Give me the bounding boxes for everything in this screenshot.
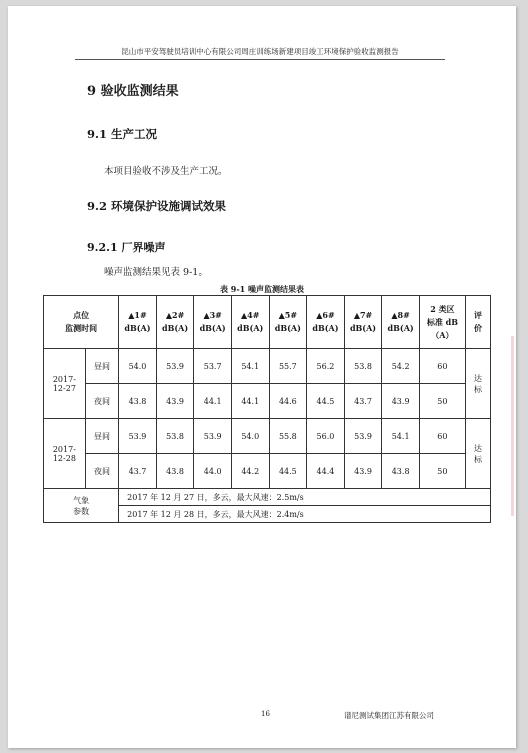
point-unit: dB(A) bbox=[387, 323, 414, 333]
standard-cell: 50 bbox=[419, 384, 465, 419]
paragraph: 本项目验收不涉及生产工况。 bbox=[104, 166, 228, 177]
date-cell bbox=[44, 349, 86, 419]
stamp-edge-mark bbox=[511, 336, 514, 516]
value-cell: 43.8 bbox=[156, 454, 194, 489]
point-name: ▲8# bbox=[391, 310, 410, 320]
value-cell: 43.9 bbox=[156, 384, 194, 419]
point-header-cell bbox=[269, 296, 307, 349]
point-header-cell bbox=[119, 296, 157, 349]
corner-header-cell bbox=[44, 296, 119, 349]
value-cell: 43.7 bbox=[344, 384, 382, 419]
period-cell: 昼间 bbox=[85, 349, 118, 384]
point-header-cell bbox=[382, 296, 420, 349]
date-line: 2017- bbox=[52, 374, 76, 384]
point-header-cell bbox=[156, 296, 194, 349]
subsubsection-heading: 9.2.1 厂界噪声 bbox=[87, 241, 166, 254]
value-cell: 53.9 bbox=[119, 419, 157, 454]
table-row bbox=[44, 384, 491, 419]
evaluation-line: 标 bbox=[473, 454, 482, 464]
value-cell: 53.9 bbox=[156, 349, 194, 384]
point-unit: dB(A) bbox=[274, 323, 301, 333]
value-cell: 56.2 bbox=[307, 349, 345, 384]
page-number: 16 bbox=[261, 710, 270, 718]
evaluation-header-line: 评 bbox=[473, 310, 482, 320]
subsection-heading: 9.2 环境保护设施调试效果 bbox=[87, 199, 227, 213]
value-cell: 44.0 bbox=[194, 454, 232, 489]
point-name: ▲1# bbox=[128, 310, 147, 320]
value-cell: 53.8 bbox=[156, 419, 194, 454]
point-name: ▲6# bbox=[316, 310, 335, 320]
standard-header-cell bbox=[419, 296, 465, 349]
point-name: ▲2# bbox=[165, 310, 185, 320]
value-cell: 54.0 bbox=[119, 349, 157, 384]
value-cell: 54.2 bbox=[382, 349, 420, 384]
period-cell: 夜间 bbox=[85, 454, 118, 489]
point-name: ▲4# bbox=[241, 310, 260, 320]
footer-company: 谱尼测试集团江苏有限公司 bbox=[344, 711, 434, 720]
date-line: 12-27 bbox=[52, 383, 76, 393]
weather-row bbox=[44, 489, 491, 506]
point-name: ▲3# bbox=[203, 310, 222, 320]
table-row bbox=[44, 454, 491, 489]
evaluation-line: 达 bbox=[473, 373, 482, 383]
evaluation-cell bbox=[465, 419, 490, 489]
value-cell: 54.0 bbox=[231, 419, 269, 454]
evaluation-line: 达 bbox=[473, 443, 482, 453]
value-cell: 43.9 bbox=[382, 384, 420, 419]
table-header-row bbox=[44, 296, 491, 349]
date-line: 2017- bbox=[52, 444, 76, 454]
date-cell bbox=[44, 419, 86, 489]
standard-cell: 60 bbox=[419, 349, 465, 384]
value-cell: 53.9 bbox=[194, 419, 232, 454]
paragraph: 噪声监测结果见表 9-1。 bbox=[104, 267, 208, 278]
value-cell: 43.7 bbox=[119, 454, 157, 489]
value-cell: 54.1 bbox=[382, 419, 420, 454]
value-cell: 53.9 bbox=[344, 419, 382, 454]
value-cell: 44.4 bbox=[307, 454, 345, 489]
standard-header-line: （A） bbox=[431, 329, 454, 340]
noise-results-table bbox=[43, 295, 491, 523]
point-unit: dB(A) bbox=[237, 323, 264, 333]
weather-label-cell bbox=[44, 489, 119, 523]
point-name: ▲5# bbox=[278, 310, 298, 320]
point-unit: dB(A) bbox=[349, 323, 377, 333]
value-cell: 53.7 bbox=[194, 349, 232, 384]
value-cell: 44.1 bbox=[231, 384, 269, 419]
value-cell: 55.8 bbox=[269, 419, 307, 454]
section-heading: 9 验收监测结果 bbox=[87, 84, 179, 99]
weather-detail-cell: 2017 年 12 月 27 日，多云，最大风速：2.5m/s bbox=[119, 489, 491, 506]
value-cell: 44.6 bbox=[269, 384, 307, 419]
evaluation-header-line: 价 bbox=[473, 323, 482, 333]
weather-detail-cell: 2017 年 12 月 28 日，多云，最大风速：2.4m/s bbox=[119, 506, 491, 523]
corner-bottom-label: 监测时间 bbox=[65, 323, 98, 333]
value-cell: 55.7 bbox=[269, 349, 307, 384]
value-cell: 44.1 bbox=[194, 384, 232, 419]
standard-header-line: 标准 dB bbox=[426, 316, 458, 327]
table-row bbox=[44, 349, 491, 384]
value-cell: 54.1 bbox=[231, 349, 269, 384]
point-header-cell bbox=[231, 296, 269, 349]
evaluation-cell bbox=[465, 349, 490, 419]
page-header: 昆山市平安驾驶员培训中心有限公司周庄训练场新建项目竣工环境保护验收监测报告 bbox=[75, 46, 445, 60]
period-cell: 夜间 bbox=[85, 384, 118, 419]
point-name: ▲7# bbox=[353, 310, 373, 320]
value-cell: 53.8 bbox=[344, 349, 382, 384]
period-cell: 昼间 bbox=[85, 419, 118, 454]
value-cell: 44.2 bbox=[231, 454, 269, 489]
value-cell: 43.8 bbox=[119, 384, 157, 419]
point-header-cell bbox=[344, 296, 382, 349]
point-header-cell bbox=[194, 296, 232, 349]
date-line: 12-28 bbox=[52, 453, 76, 463]
table-row bbox=[44, 419, 491, 454]
standard-cell: 50 bbox=[419, 454, 465, 489]
document-page bbox=[8, 6, 516, 748]
standard-header-line: 2 类区 bbox=[430, 303, 455, 314]
value-cell: 44.5 bbox=[307, 384, 345, 419]
corner-top-label: 点位 bbox=[73, 310, 90, 320]
point-unit: dB(A) bbox=[199, 323, 226, 333]
value-cell: 43.9 bbox=[344, 454, 382, 489]
evaluation-line: 标 bbox=[473, 384, 482, 394]
subsection-heading: 9.1 生产工况 bbox=[87, 127, 158, 141]
point-unit: dB(A) bbox=[124, 323, 151, 333]
weather-label-line: 参数 bbox=[73, 506, 90, 516]
value-cell: 56.0 bbox=[307, 419, 345, 454]
point-unit: dB(A) bbox=[161, 323, 189, 333]
table-caption: 表 9-1 噪声监测结果表 bbox=[219, 284, 305, 294]
value-cell: 44.5 bbox=[269, 454, 307, 489]
point-unit: dB(A) bbox=[312, 323, 339, 333]
weather-label-line: 气象 bbox=[73, 495, 90, 505]
standard-cell: 60 bbox=[419, 419, 465, 454]
value-cell: 43.8 bbox=[382, 454, 420, 489]
evaluation-header-cell bbox=[465, 296, 490, 349]
point-header-cell bbox=[307, 296, 345, 349]
